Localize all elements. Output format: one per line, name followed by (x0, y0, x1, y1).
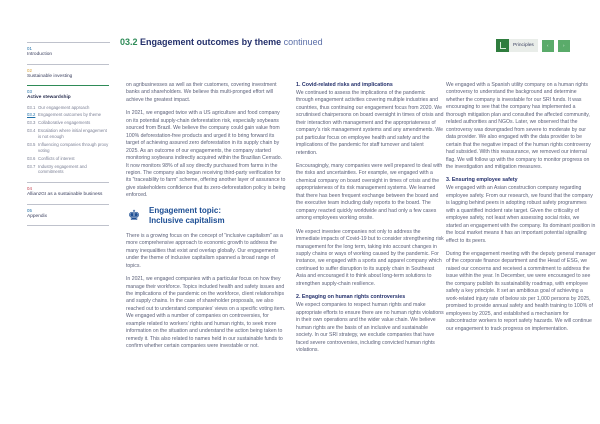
nav-subitem-number: 03.7 (27, 163, 36, 169)
principles-button[interactable] (496, 39, 538, 52)
nav-subitem-label: Influencing companies through proxy voting (38, 142, 109, 153)
nav-subitem-engagement-outcomes[interactable] (27, 112, 109, 118)
next-page-button[interactable]: › (558, 40, 570, 52)
nav-subitem-proxy-voting[interactable] (27, 142, 109, 153)
nav-section-title: Introduction (27, 52, 53, 57)
previous-page-button[interactable]: ‹ (542, 40, 554, 52)
nav-section-sustainable-business[interactable] (27, 182, 109, 204)
paragraph: We engaged with an Asian construction company regarding employee safety. From our research, we found that the company is lagging behind peers in adopting robust safety programmes with a quantified incident rate target. Given the criticality of employee safety, not least when assessing social risks, we started an engagement with the company. Its dominant position in the local market means it has an important potential signalling effect to its peers. (446, 185, 596, 244)
subheading: 2. Engaging on human rights controversies (296, 294, 406, 301)
nav-subitem-conflicts-of-interest[interactable] (27, 156, 109, 162)
nav-subitem-label: Engagement outcomes by theme (38, 112, 102, 118)
nav-subsection-list (27, 105, 109, 175)
paragraph: We expect companies to respect human rights and make appropriate efforts to ensure there are no human rights violations in their own operations and the wider value chain. We believe human rights are the basis of an inclusive and sustainable society. In our SRI strategy, we exclude companies that have faced severe controversies, including convicted human rights violations. (296, 302, 444, 353)
nav-subitem-number: 03.5 (27, 142, 36, 148)
paragraph: Encouragingly, many companies were well prepared to deal with the risks and uncertainties. For example, we engaged with a chemical company on board oversight in times of crisis and the appropriateness of its risk management systems. We learned that there has been frequent exchange between the board and the executive team including daily reports to the board. The company reacted quickly worldwide and had only a few cases among employees working onsite. (296, 163, 443, 222)
nav-section-number: 02 (27, 67, 32, 73)
paragraph: We continued to assess the implications of the pandemic through engagement activities covering multiple industries and countries, thus continuing our engagement focus from 2020. We scrutinised chairpersons on board oversight in times of crisis and their interaction with management and the appropriateness of company’s risk management systems and any amendments. We put particular focus on employee health and safety and the implications of the pandemic for staff turnover and talent retention. (296, 89, 444, 156)
engagement-topic-label: Engagement topic: (149, 205, 222, 215)
engagement-topic-heading (126, 206, 286, 226)
page-controls (496, 39, 570, 52)
sidebar-navigation (27, 42, 109, 226)
people-icon: ♚ (127, 207, 141, 224)
nav-subitem-label: Escalation where initial engagement is not enough (38, 128, 107, 140)
content-column-2 (296, 82, 444, 360)
paragraph: on agribusinesses as well as their customers, covering investment banks and shareholders. We believe this multi-pronged effort will achieve the greatest impact. (126, 82, 277, 103)
nav-section-number: 03 (27, 89, 32, 94)
nav-subitem-label: Our engagement approach (38, 104, 90, 110)
nav-section-number: 01 (27, 46, 32, 51)
nav-subitem-number: 03.2 (27, 112, 36, 118)
nav-section-active-stewardship[interactable] (27, 85, 109, 182)
engagement-topic-name: Inclusive capitalism (149, 215, 225, 225)
paragraph: In 2021, we engaged companies with a particular focus on how they manage their workforce. Topics included health and safety issues and the implications of the pandemic on the workforce, client relationships and supply chains. In the case of shareholder proposals, we also reached out to understand companies’ views on a specific voting item. We engaged with a number of companies on controversies, for example related to workers’ rights and human rights, to seek more information on the situation and understand the action being taken to remedy it. This also related to names held in our sustainable funds to confirm whether certain companies were investable or not. (126, 276, 286, 350)
paragraph: In 2021, we engaged twice with a US agriculture and food company on its potential supply-chain deforestation risk, especially soybeans sourced from Brazil. We believe the company could gain value from 100% deforestation-free products and urged it to bring forward its target of achieving assured zero deforestation in its supply chain by 2025. As an outcome of our engagements, the company started monitoring soybeans indirectly acquired within the Brazilian Cerrado. It now monitors 98% of all soy directly purchased from farms in the region. The company also began receiving third-party verification for its “traceability to farm” scheme, offering another layer of assurance to give stakeholders confidence that its zero-deforestation policy is being enforced. (126, 110, 286, 199)
nav-section-number: 04 (27, 186, 32, 192)
header-divider (100, 42, 110, 43)
paragraph: There is a growing focus on the concept of “inclusive capitalism” as a more comprehensive approach to economic growth to address the many inequalities that exist and overlap globally. Our engagements under the theme of inclusive capitalism spanned a broad range of topics. (126, 232, 283, 269)
paragraph: We expect investee companies not only to address the immediate impacts of Covid-19 but to consider strengthening risk management for the long term, taking into account changes in supply chains or ways of working caused by the pandemic. For instance, we engaged with a sports and apparel company which continued to suffer disruption to its supply chain in Southeast Asia and encouraged it to think about long-term solutions to strengthen supply-chain resilience. (296, 228, 444, 287)
nav-subitem-escalation[interactable] (27, 128, 109, 139)
nav-subitem-industry-engagement[interactable] (27, 164, 109, 175)
nav-subitem-number: 03.6 (27, 155, 36, 161)
nav-subitem-label: Industry engagement and commitments (38, 163, 87, 175)
nav-subitem-number: 03.4 (27, 128, 36, 134)
nav-subitem-collaborative-engagements[interactable] (27, 120, 109, 126)
subheading: 3. Ensuring employee safety (446, 177, 518, 184)
page-title-number: 03.2 (120, 37, 138, 47)
page-title-continued: continued (283, 37, 323, 47)
paragraph: We engaged with a Spanish utility company on a human rights controversy to understand the background and determine whether the company is investable for our SRI funds. It was encouraging to see that the company has implemented a thorough mitigation plan and consulted the affected community, related authorities and NGOs. Later, we observed that the controversy was downgraded from severe to moderate by our data provider. We also engaged with the data provider to be certain that the negative impact of the human rights controversy had subsided. With this reassurance, we removed our internal flag. We will follow up with the company to monitor progress on the investigation and mitigation measures. (446, 82, 591, 170)
page-title (120, 37, 323, 47)
content-column-1 (126, 82, 286, 357)
principles-icon (496, 39, 509, 52)
nav-subitem-engagement-approach[interactable] (27, 105, 109, 111)
paragraph: During the engagement meeting with the deputy general manager of the corporate finance department and the Head of ESG, we raised our concerns and received a commitment to address the issue within the year. In December, we were encouraged to see the company publish its sustainability roadmap, with employee safety a key principle. It set an ambitious goal of achieving a work-related injury rate of below six per 1,000 persons by 2025, promised to provide annual safety and health training to 100% of employees by 2025, and established a mechanism for subcontractor workers to report safety hazards. We will continue our engagement to track progress on implementation. (446, 251, 596, 332)
nav-section-sustainable-investing[interactable] (27, 64, 109, 86)
nav-subitem-number: 03.3 (27, 120, 36, 126)
nav-section-appendix[interactable] (27, 204, 109, 227)
nav-section-title: AllianzGI as a sustainable business (27, 192, 103, 198)
nav-subitem-label: Conflicts of interest (38, 155, 75, 161)
nav-section-title: Active stewardship (27, 95, 71, 100)
principles-label: Principles (513, 43, 534, 48)
nav-section-number: 05 (27, 207, 32, 213)
page-title-text: Engagement outcomes by theme (140, 37, 282, 47)
content-column-3 (446, 82, 596, 339)
nav-subitem-number: 03.1 (27, 104, 36, 110)
nav-section-introduction[interactable] (27, 42, 109, 64)
subheading: 1. Covid-related risks and implications (296, 82, 393, 88)
nav-section-title: Appendix (27, 213, 48, 219)
nav-subitem-label: Collaborative engagements (38, 120, 91, 126)
nav-section-title: Sustainable investing (27, 73, 73, 79)
